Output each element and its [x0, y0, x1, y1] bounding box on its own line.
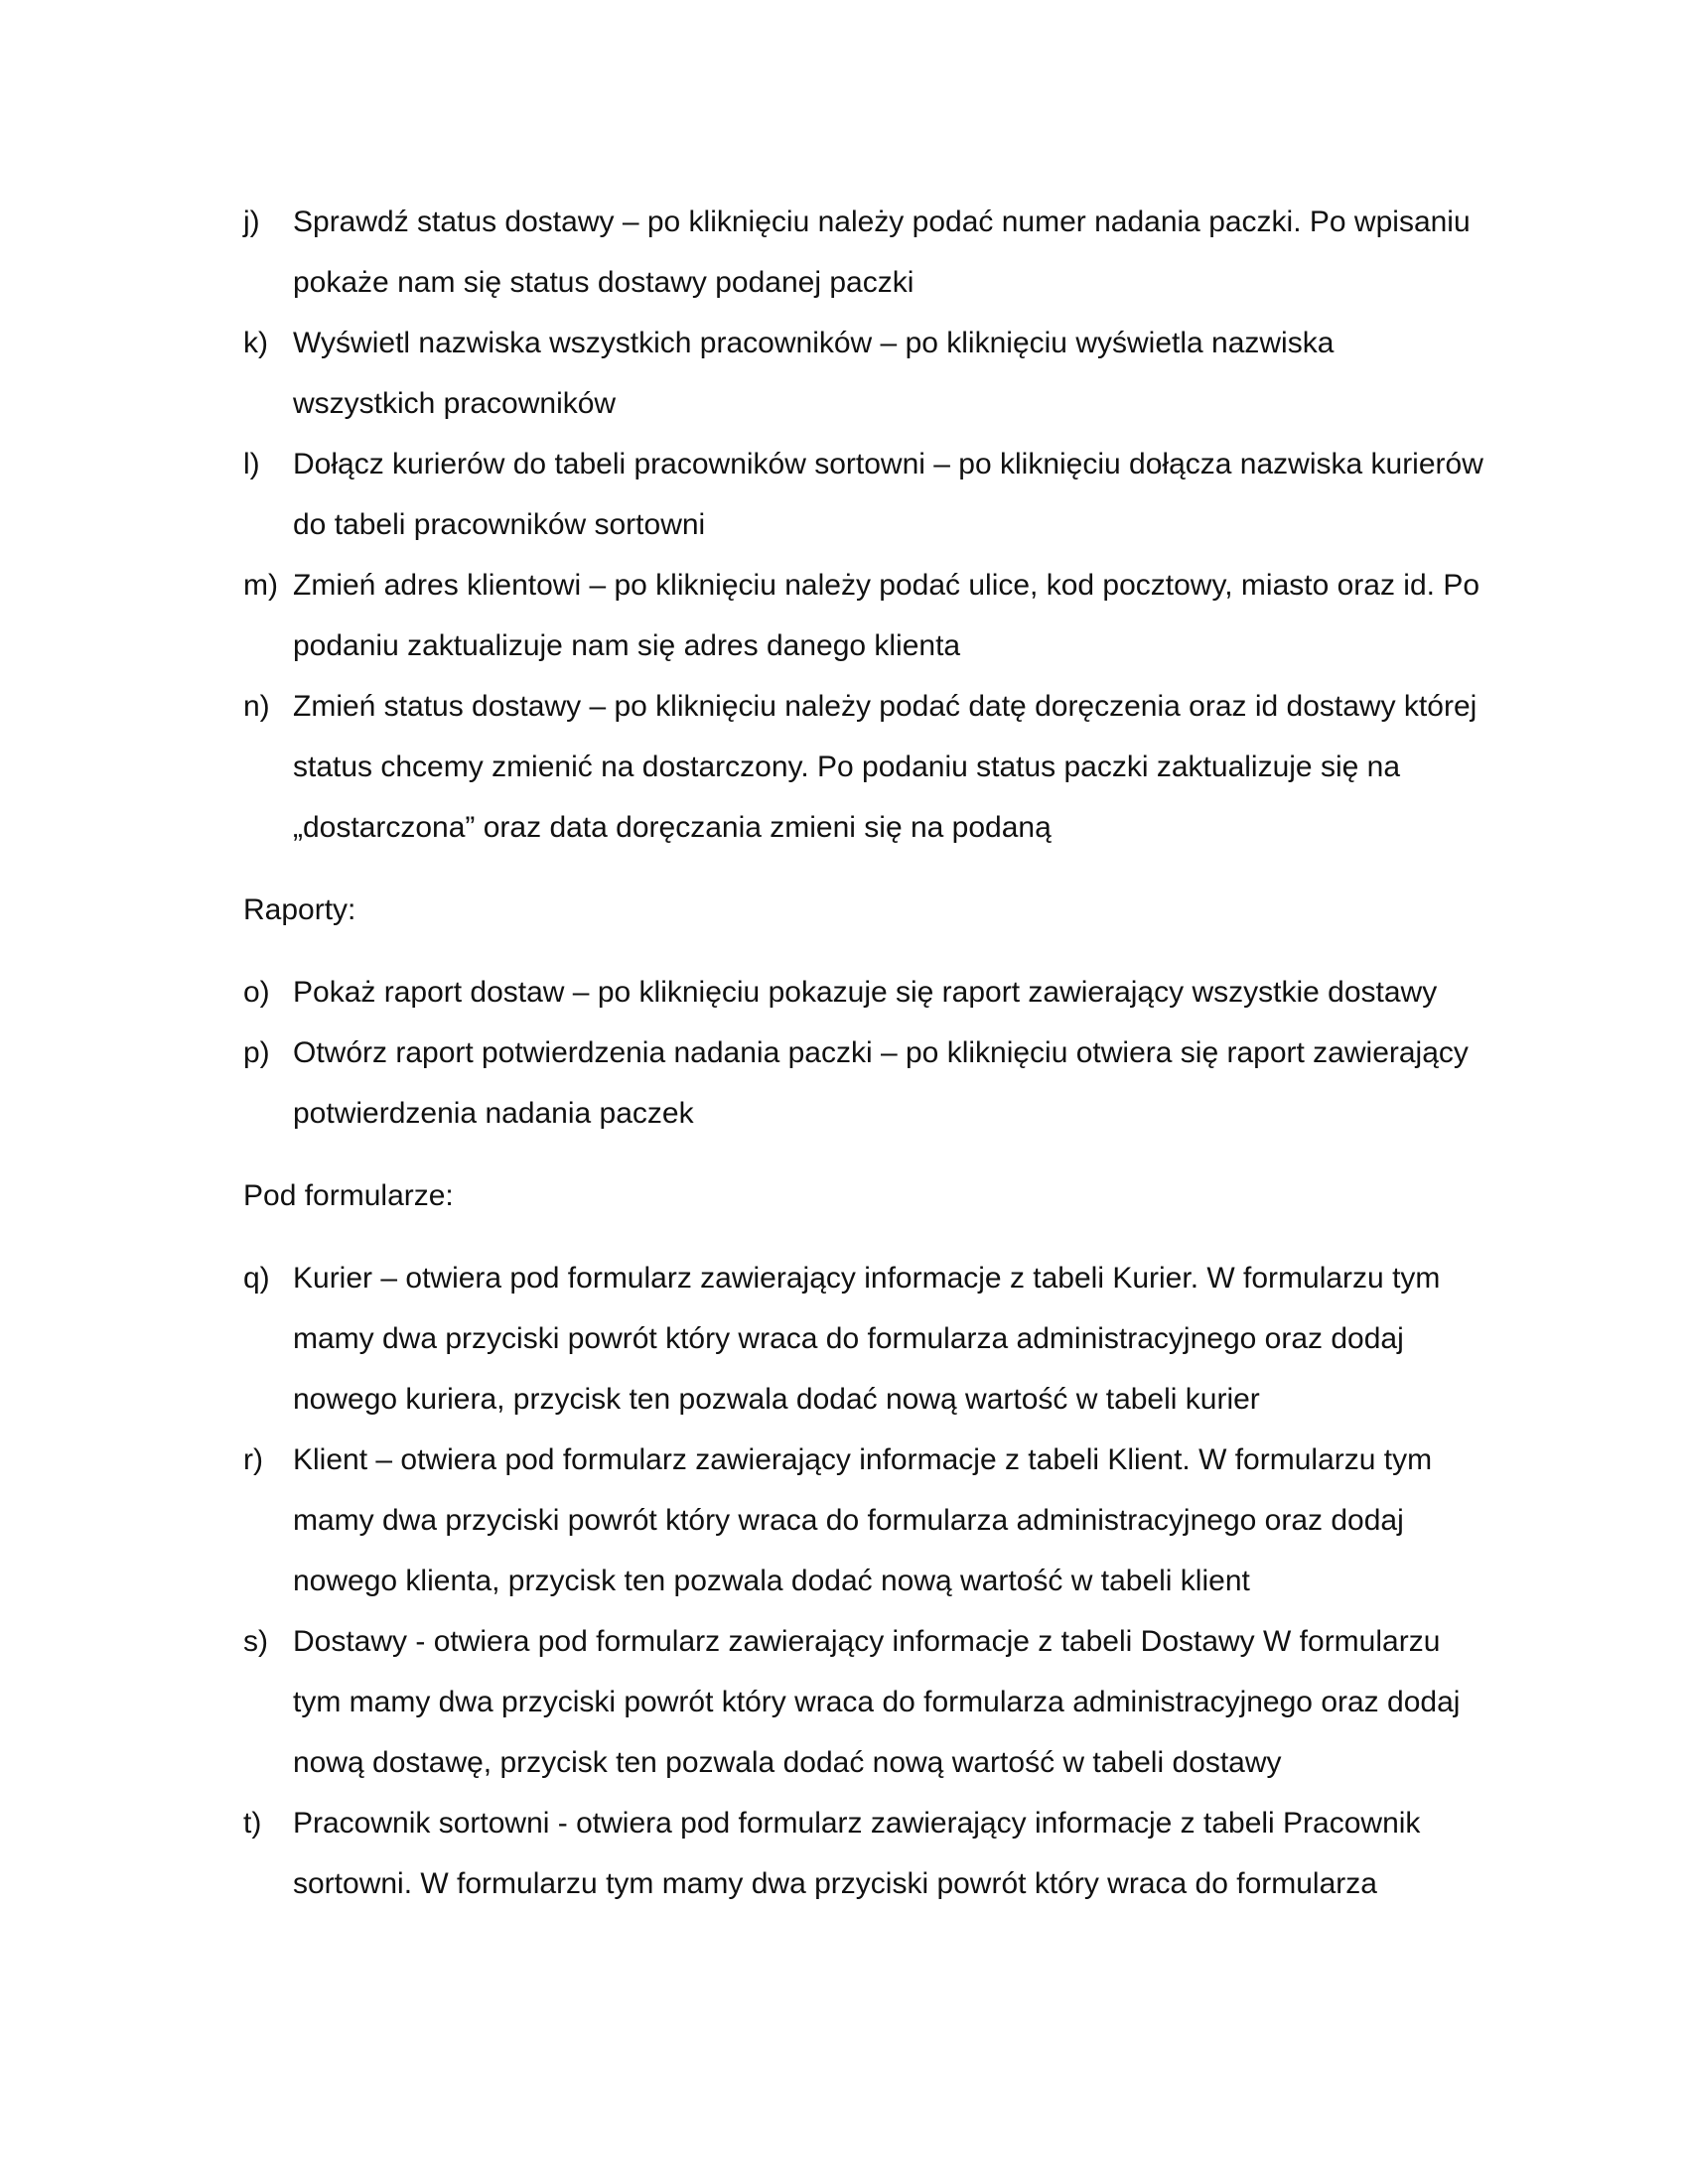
list-item-text: Wyświetl nazwiska wszystkich pracowników – po kliknięciu wyświetla nazwiska wszystkich pracowników [293, 327, 1335, 420]
list-item [243, 434, 1484, 555]
list-marker: l) [243, 448, 260, 480]
list-item-text: Zmień adres klientowi – po kliknięciu należy podać ulice, kod pocztowy, miasto oraz id. Po podaniu zaktualizuje nam się adres danego klienta [293, 569, 1480, 662]
list-item [243, 1793, 1484, 1914]
list-marker: n) [243, 690, 270, 723]
list-marker: o) [243, 976, 270, 1009]
list-item-text: Dostawy - otwiera pod formularz zawierający informacje z tabeli Dostawy W formularzu tym mamy dwa przyciski powrót który wraca do formularza administracyjnego oraz dodaj nową dostawę, przycisk ten pozwala dodać nową wartość w tabeli dostawy [293, 1625, 1461, 1779]
section-heading-pod-formularze: Pod formularze: [243, 1179, 454, 1212]
list-item [243, 555, 1484, 676]
list-item-text: Sprawdź status dostawy – po kliknięciu należy podać numer nadania paczki. Po wpisaniu pokaże nam się status dostawy podanej paczki [293, 205, 1471, 299]
list-item [243, 676, 1484, 858]
list-marker: r) [243, 1443, 263, 1476]
list-item-text: Dołącz kurierów do tabeli pracowników sortowni – po kliknięciu dołącza nazwiska kurierów do tabeli pracowników sortowni [293, 448, 1483, 541]
report-list [243, 962, 1484, 1144]
list-item-text: Pracownik sortowni - otwiera pod formularz zawierający informacje z tabeli Pracownik sortowni. W formularzu tym mamy dwa przyciski powrót który wraca do formularza [293, 1807, 1421, 1900]
subform-list [243, 1248, 1484, 1914]
list-marker: t) [243, 1807, 262, 1840]
list-item-text: Otwórz raport potwierdzenia nadania paczki – po kliknięciu otwiera się raport zawierający potwierdzenia nadania paczek [293, 1036, 1469, 1130]
list-item [243, 313, 1484, 434]
section-heading-raporty: Raporty: [243, 893, 356, 926]
list-marker: k) [243, 327, 268, 359]
list-marker: j) [243, 205, 260, 238]
document-body [243, 192, 1484, 1914]
list-item [243, 1430, 1484, 1611]
list-marker: m) [243, 569, 278, 602]
list-item-text: Klient – otwiera pod formularz zawierający informacje z tabeli Klient. W formularzu tym mamy dwa przyciski powrót który wraca do formularza administracyjnego oraz dodaj nowego klienta, przycisk ten pozwala dodać nową wartość w tabeli klient [293, 1443, 1433, 1597]
list-item [243, 192, 1484, 313]
list-item [243, 1611, 1484, 1793]
list-item [243, 962, 1484, 1023]
list-marker: q) [243, 1262, 270, 1295]
list-marker: p) [243, 1036, 270, 1069]
list-item-text: Pokaż raport dostaw – po kliknięciu pokazuje się raport zawierający wszystkie dostawy [293, 976, 1438, 1009]
option-list [243, 192, 1484, 858]
list-item-text: Kurier – otwiera pod formularz zawierający informacje z tabeli Kurier. W formularzu tym mamy dwa przyciski powrót który wraca do formularza administracyjnego oraz dodaj nowego kuriera, przycisk ten pozwala dodać nową wartość w tabeli kurier [293, 1262, 1441, 1416]
list-item [243, 1248, 1484, 1430]
list-item-text: Zmień status dostawy – po kliknięciu należy podać datę doręczenia oraz id dostawy której status chcemy zmienić na dostarczony. Po podaniu status paczki zaktualizuje się na „dostarczona” oraz data doręczania zmieni się na podaną [293, 690, 1477, 844]
list-marker: s) [243, 1625, 268, 1658]
list-item [243, 1023, 1484, 1144]
